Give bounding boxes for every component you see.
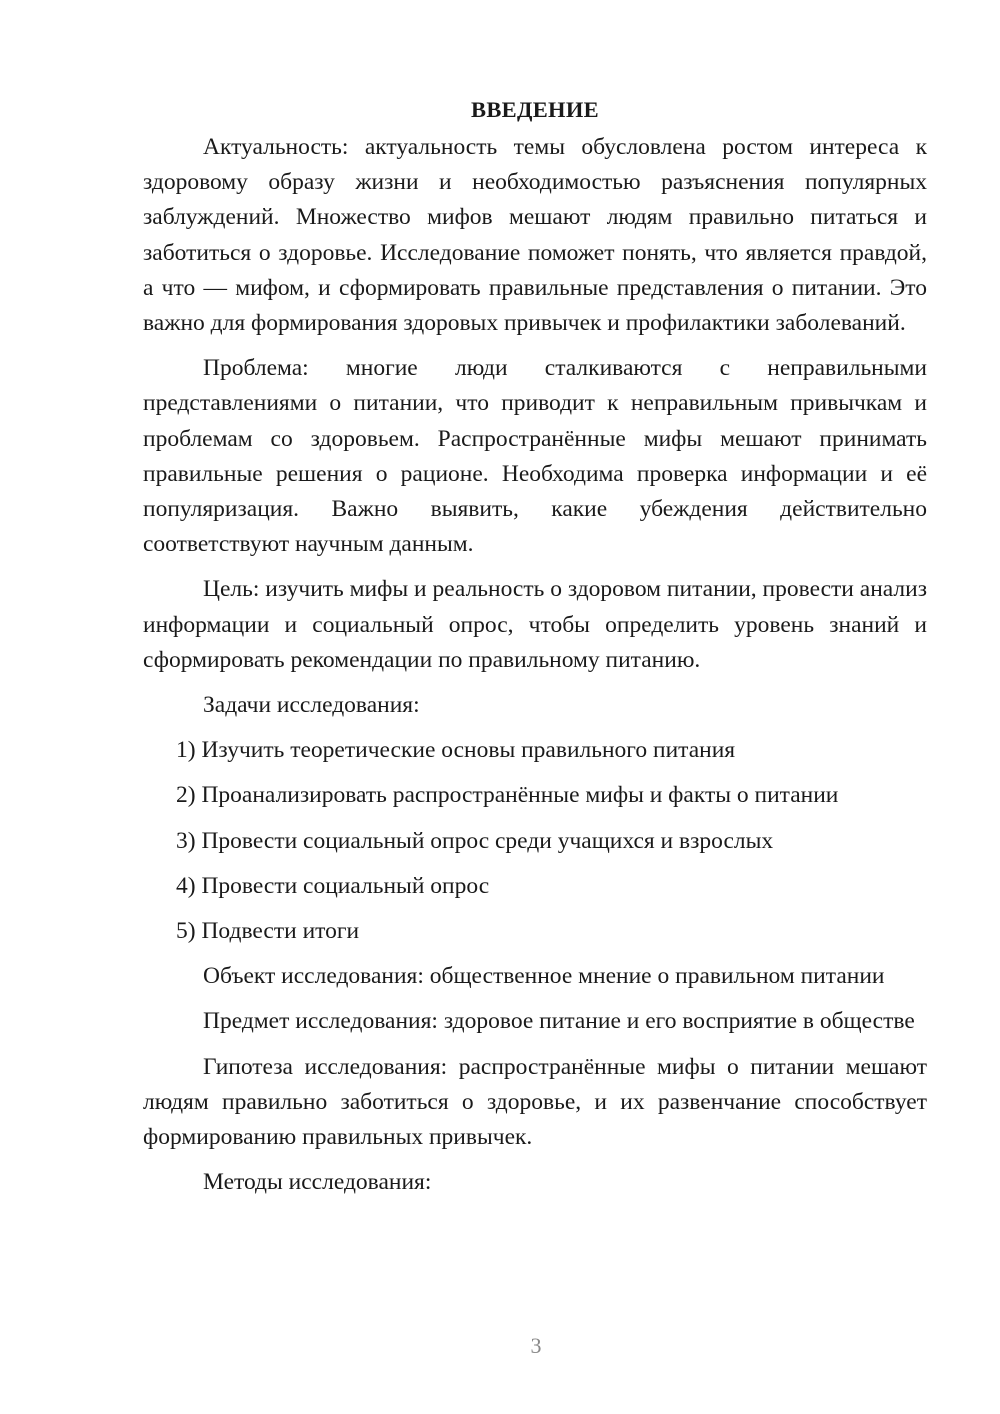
relevance-paragraph: Актуальность: актуальность темы обусловлена ростом интереса к здоровому образу жизни и необходимостью разъяснения популярных заблуждений. Множество мифов мешают людям правильно питаться и заботиться о здоровье. Исследование поможет понять, что является правдой, а что — мифом, и сформировать правильные представления о питании. Это важно для формирования здоровых привычек и профилактики заболеваний. — [143, 134, 927, 337]
list-item: 4) Провести социальный опрос — [176, 872, 490, 899]
hypothesis-paragraph: Гипотеза исследования: распространённые мифы о питании мешают людям правильно заботиться о здоровье, и их развенчание способствует формированию правильных привычек. — [143, 1053, 927, 1151]
list-item: 2) Проанализировать распространённые мифы и факты о питании — [176, 782, 839, 809]
page-number: 3 — [530, 1333, 542, 1358]
tasks-list — [143, 733, 927, 949]
methods-heading: Методы исследования: — [203, 1169, 432, 1196]
problem-paragraph: Проблема: многие люди сталкиваются с неправильными представлениями о питании, что приводит к неправильным привычкам и проблемам со здоровьем. Распространённые мифы мешают принимать правильные решения о рационе. Необходима проверка информации и её популяризация. Важно выявить, какие убеждения действительно соответствуют научным данным. — [143, 355, 927, 558]
subject-paragraph: Предмет исследования: здоровое питание и его восприятие в обществе — [203, 1008, 915, 1035]
tasks-heading: Задачи исследования: — [203, 692, 420, 719]
list-item: 3) Провести социальный опрос среди учащихся и взрослых — [176, 827, 774, 854]
object-paragraph: Объект исследования: общественное мнение о правильном питании — [203, 963, 885, 990]
list-item: 5) Подвести итоги — [176, 918, 360, 945]
document-page — [143, 92, 927, 1210]
goal-paragraph: Цель: изучить мифы и реальность о здоровом питании, провести анализ информации и социальный опрос, чтобы определить уровень знаний и сформировать рекомендации по правильному питанию. — [143, 576, 927, 673]
section-title: ВВЕДЕНИЕ — [471, 97, 599, 122]
list-item: 1) Изучить теоретические основы правильного питания — [176, 737, 736, 764]
